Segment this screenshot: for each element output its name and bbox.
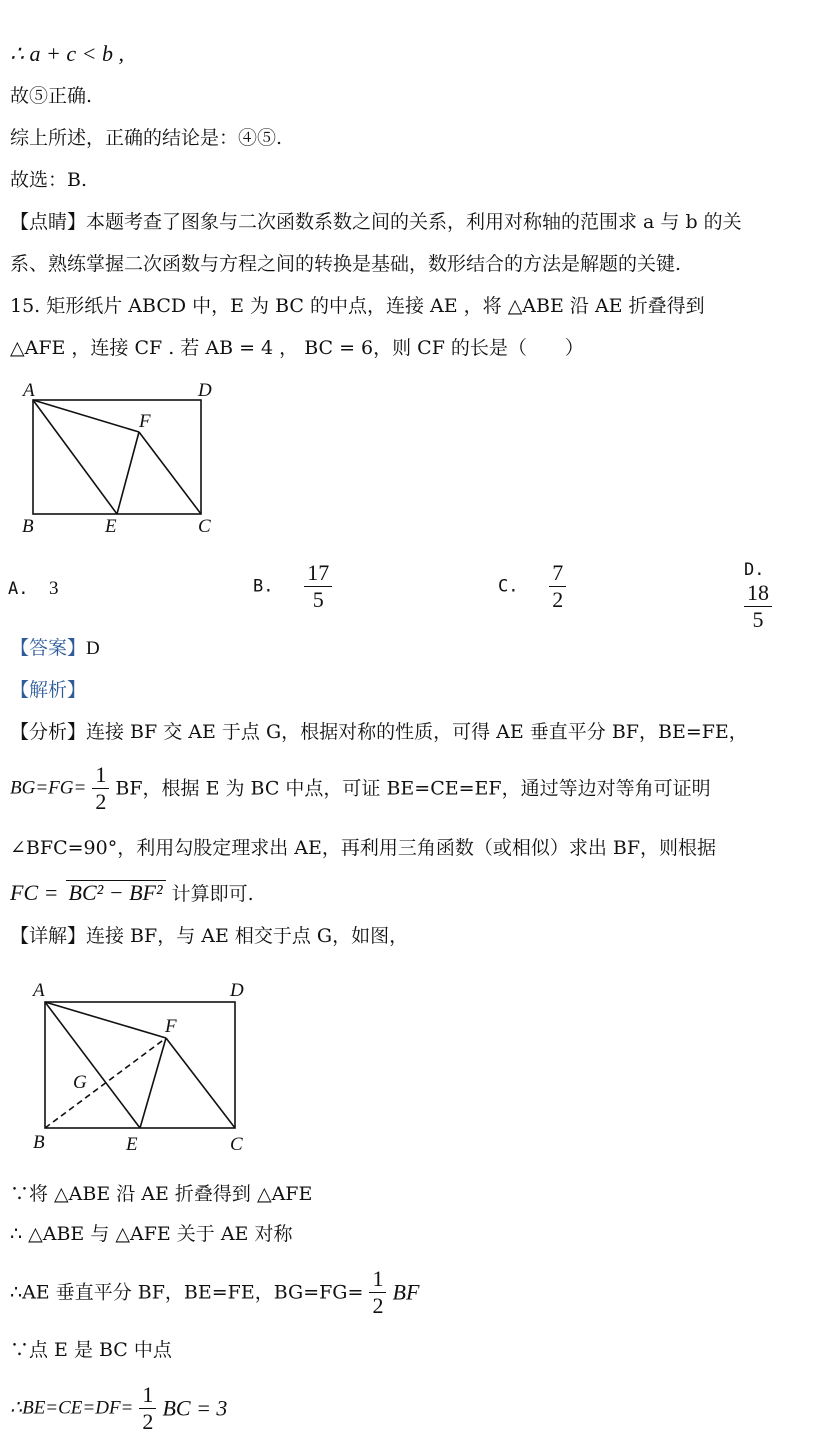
step-5: ∴BE=CE=DF= $\frac{1}{2}$ BC = 3 <box>10 1382 228 1434</box>
step-1: ∵将 △ABE 沿 AE 折叠得到 △AFE <box>10 1183 313 1205</box>
analysis-tag: 【解析】 <box>10 679 87 701</box>
xiangjie-tag: 【详解】 <box>10 925 87 947</box>
dianjing-tag: 【点睛】 <box>10 211 87 233</box>
question-15-line1: 15. 矩形纸片 ABCD 中，E 为 BC 的中点，连接 AE ，将 △ABE 沿 AE 折叠得到 <box>10 295 705 317</box>
fig1-label-d: D <box>198 380 212 401</box>
fig1-label-c: C <box>198 516 211 537</box>
line-dianjing: 【点睛】本题考查了图象与二次函数系数之间的关系，利用对称轴的范围求 a 与 b 的关 <box>10 211 742 233</box>
line-choice: 故选：B. <box>10 169 88 191</box>
fenxi-line4: FC = BC² − BF² 计算即可. <box>10 880 254 905</box>
answer-line <box>10 636 100 661</box>
fig2-label-a: A <box>33 980 45 1001</box>
figure-1-rectangle <box>15 372 255 542</box>
fenxi-line3: ∠BFC=90°，利用勾股定理求出 AE，再利用三角函数（或相似）求出 BF，则根据 <box>10 837 717 859</box>
line-5-correct: 故⑤正确. <box>10 85 93 107</box>
step-2: ∴ △ABE 与 △AFE 关于 AE 对称 <box>10 1223 293 1245</box>
fig2-label-e: E <box>126 1134 138 1155</box>
step-3: ∴AE 垂直平分 BF，BE=FE，BG=FG= $\frac{1}{2}$ BF <box>10 1266 420 1318</box>
fig2-label-f: F <box>165 1016 177 1037</box>
step-4: ∵点 E 是 BC 中点 <box>10 1339 172 1361</box>
figure-2-rectangle <box>25 976 285 1156</box>
question-15-line2: △AFE ，连接 CF . 若 AB = 4 ， BC = 6，则 CF 的长是（ ） <box>10 337 584 359</box>
line-conclusion-ineq: ∴ a + c < b , <box>10 41 124 66</box>
xiangjie-line: 【详解】连接 BF，与 AE 相交于点 G，如图， <box>10 925 409 947</box>
answer-tag: 【答案】 <box>10 637 87 659</box>
fig2-label-b: B <box>33 1132 45 1153</box>
fig1-label-f: F <box>139 411 151 432</box>
line-summary: 综上所述，正确的结论是：④⑤. <box>10 127 283 149</box>
fig1-label-a: A <box>23 380 35 401</box>
line-dianjing-cont: 系、熟练掌握二次函数与方程之间的转换是基础，数形结合的方法是解题的关键. <box>10 253 682 275</box>
option-c[interactable]: C. $\frac{7}{2}$ <box>498 560 566 613</box>
fig2-label-g: G <box>73 1072 87 1093</box>
fig1-label-b: B <box>22 516 34 537</box>
option-a[interactable]: A. 3 <box>8 578 59 599</box>
fig1-label-e: E <box>105 516 117 537</box>
sqrt-expression: BC² − BF² <box>66 880 166 905</box>
fig2-label-d: D <box>230 980 244 1001</box>
answer-value: D <box>86 638 100 659</box>
option-d[interactable]: D. $\frac{18}{5}$ <box>744 560 814 633</box>
fenxi-line1: 【分析】连接 BF 交 AE 于点 G，根据对称的性质，可得 AE 垂直平分 BF，BE=FE， <box>10 721 748 743</box>
option-b[interactable]: B. $\frac{17}{5}$ <box>253 560 332 613</box>
fenxi-tag: 【分析】 <box>10 721 87 743</box>
fig2-label-c: C <box>230 1134 243 1155</box>
fenxi-line2: BG=FG= $\frac{1}{2}$ BF，根据 E 为 BC 中点，可证 BE=CE=EF，通过等边对等角可证明 <box>10 762 711 814</box>
